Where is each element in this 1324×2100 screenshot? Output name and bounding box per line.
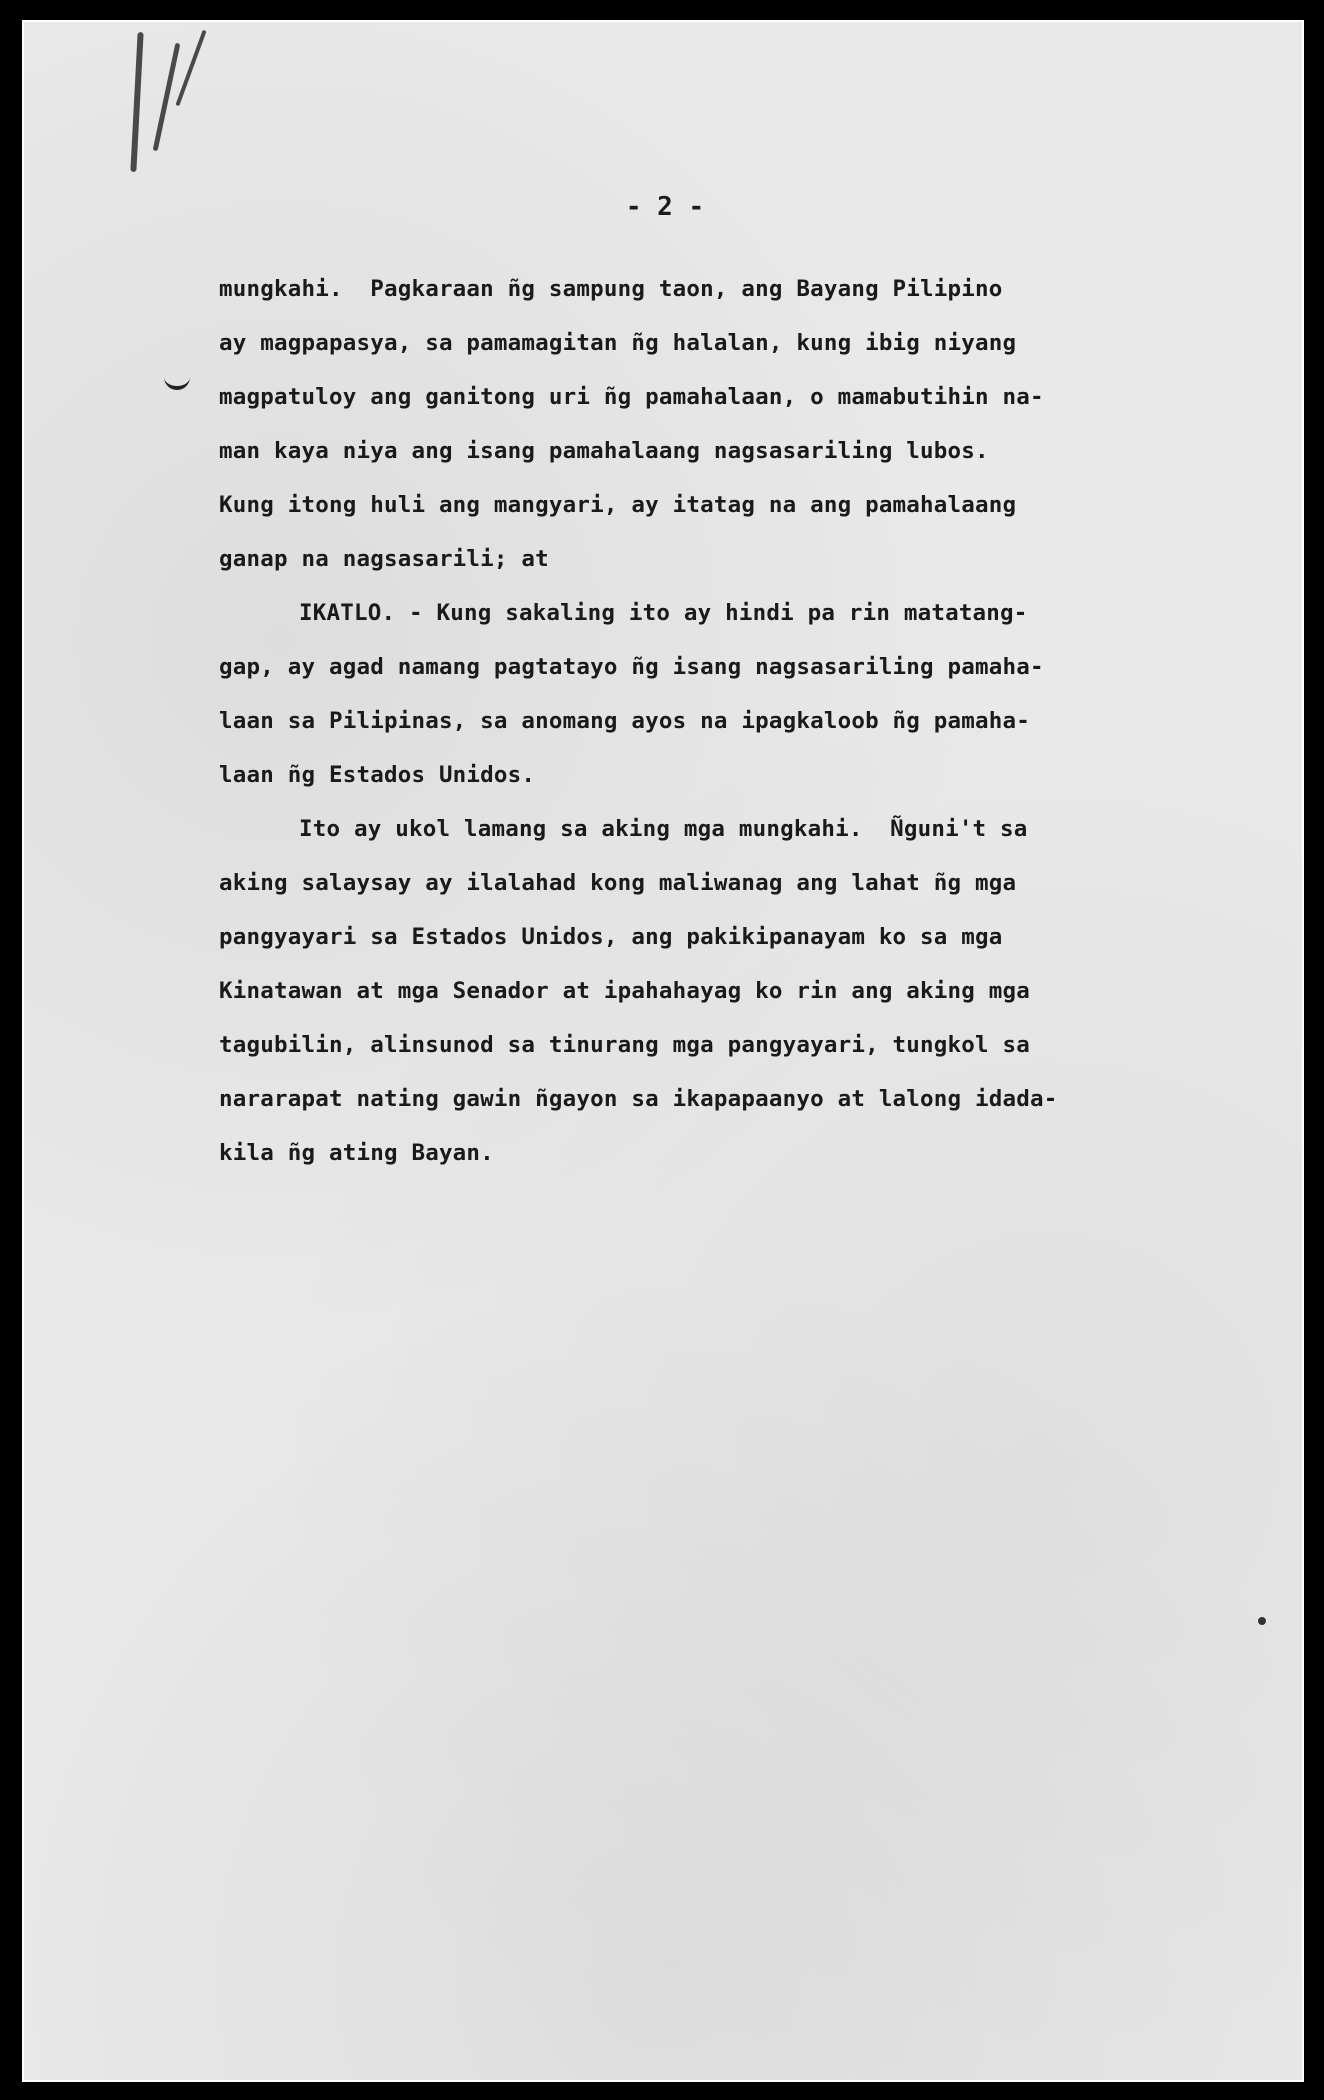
- scan-smudge-mark: [130, 32, 143, 172]
- text-line: Kinatawan at mga Senador at ipahahayag ko rin ang aking mga: [219, 978, 1031, 1004]
- text-line: gap, ay agad namang pagtatayo ñg isang nagsasariling pamaha-: [219, 654, 1044, 680]
- text-line: Ito ay ukol lamang sa aking mga mungkahi. Ñguni't sa: [299, 816, 1028, 842]
- text-line: laan ñg Estados Unidos.: [219, 762, 536, 788]
- page-number: - 2 -: [625, 192, 705, 222]
- text-line: magpatuloy ang ganitong uri ñg pamahalaan, o mamabutihin na-: [219, 384, 1044, 410]
- text-line: pangyayari sa Estados Unidos, ang pakikipanayam ko sa mga: [219, 924, 1003, 950]
- scan-speck: [1258, 1617, 1266, 1625]
- text-line: kila ñg ating Bayan.: [219, 1140, 494, 1166]
- text-line: mungkahi. Pagkaraan ñg sampung taon, ang Bayang Pilipino: [219, 276, 1003, 302]
- text-line: Kung itong huli ang mangyari, ay itatag na ang pamahalaang: [219, 492, 1017, 518]
- text-line: nararapat nating gawin ñgayon sa ikapapaanyo at lalong idada-: [219, 1086, 1058, 1112]
- text-line: man kaya niya ang isang pamahalaang nagsasariling lubos.: [219, 438, 989, 464]
- scan-smudge-mark: [153, 43, 181, 152]
- margin-check-mark: [164, 372, 190, 390]
- document-sheet: [22, 20, 1304, 2082]
- text-line: ganap na nagsasarili; at: [219, 546, 549, 572]
- text-line: laan sa Pilipinas, sa anomang ayos na ipagkaloob ñg pamaha-: [219, 708, 1031, 734]
- scan-smudge-mark: [175, 30, 206, 107]
- text-line: IKATLO. - Kung sakaling ito ay hindi pa rin matatang-: [299, 600, 1028, 626]
- body-text: [219, 262, 1209, 1180]
- text-line: aking salaysay ay ilalahad kong maliwanag ang lahat ñg mga: [219, 870, 1017, 896]
- text-line: tagubilin, alinsunod sa tinurang mga pangyayari, tungkol sa: [219, 1032, 1031, 1058]
- text-line: ay magpapasya, sa pamamagitan ñg halalan, kung ibig niyang: [219, 330, 1017, 356]
